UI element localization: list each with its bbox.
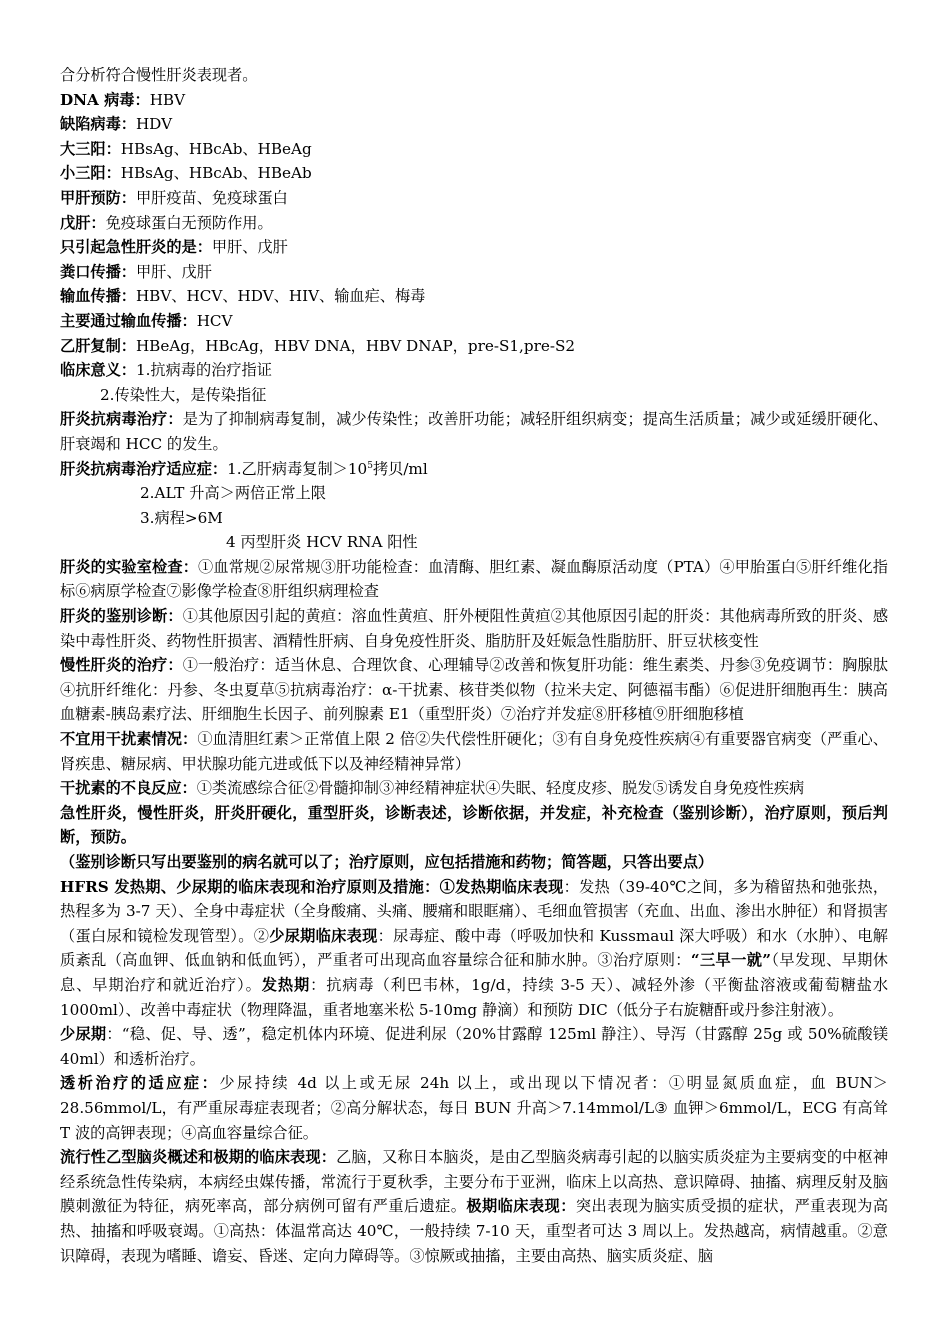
- paragraph: 肝炎的鉴别诊断：①其他原因引起的黄疸：溶血性黄疸、肝外梗阻性黄疸②其他原因引起的肝炎：其他病毒所致的肝炎、感染中毒性肝炎、药物性肝损害、酒精性肝病、自身免疫性肝炎、脂肪肝及妊娠急性脂肪肝、肝豆状核变性: [60, 607, 889, 650]
- paragraph: 肝炎抗病毒治疗：是为了抑制病毒复制，减少传染性；改善肝功能；减轻肝组织病变；提高生活质量；减少或延缓肝硬化、肝衰竭和 HCC 的发生。: [60, 410, 889, 453]
- term-label: 干扰素的不良反应：: [60, 779, 197, 798]
- text-line: 乙肝复制：HBeAg，HBcAg，HBV DNA，HBV DNAP，pre-S1,pre-S2: [60, 336, 576, 355]
- paragraph: 慢性肝炎的治疗：①一般治疗：适当休息、合理饮食、心理辅导②改善和恢复肝功能：维生素类、丹参③免疫调节：胸腺肽④抗肝纤维化：丹参、冬虫夏草⑤抗病毒治疗：α-干扰素、核苷类似物（拉米夫定、阿德福韦酯）⑥促进肝细胞再生：胰高血糖素-胰岛素疗法、肝细胞生长因子、前列腺素 E1（重型肝炎）⑦治疗并发症⑧肝移植⑨肝细胞移植: [60, 656, 889, 724]
- text-line: 大三阳：HBsAg、HBcAb、HBeAg: [60, 139, 312, 158]
- text-line: 粪口传播：甲肝、戊肝: [60, 262, 212, 281]
- indication-line: 2.ALT 升高＞两倍正常上限: [140, 484, 326, 503]
- term-label: 肝炎抗病毒治疗适应症：: [60, 459, 228, 478]
- term-label: 戊肝：: [60, 213, 106, 232]
- paragraph: 干扰素的不良反应：①类流感综合征②骨髓抑制③神经精神症状④失眠、轻度皮疹、脱发⑤诱发自身免疫性疾病: [60, 779, 805, 798]
- term-label: 肝炎的鉴别诊断：: [60, 607, 183, 626]
- term-label: 肝炎抗病毒治疗：: [60, 410, 183, 429]
- text-line: 缺陷病毒：HDV: [60, 115, 173, 134]
- paragraph: HFRS 发热期、少尿期的临床表现和治疗原则及措施：①发热期临床表现：发热（39-40℃之间，多为稽留热和弛张热，热程多为 3-7 天）、全身中毒症状（全身酸痛、头痛、腰痛和眼眶痛）、毛细血管损害（充血、出血、渗出水肿征）和肾损害（蛋白尿和镜检发现管型）。②少尿期临床表现：尿毒症、酸中毒（呼吸加快和 Kussmaul 深大呼吸）和水（水肿）、电解质紊乱（高血钾、低血钠和低血钙），严重者可出现高血容量综合征和肺水肿。③治疗原则：“三早一就”（早发现、早期休息、早期治疗和就近治疗）。发热期：抗病毒（利巴韦林，1g/d，持续 3-5 天）、减轻外渗（平衡盐溶液或葡萄糖盐水 1000ml）、改善中毒症状（物理降温，重者地塞米松 5-10mg 静滴）和预防 DIC（低分子右旋糖酐或丹参注射液）。: [60, 877, 889, 1019]
- superscript: 5: [367, 460, 373, 471]
- text-line: 主要通过输血传播：HCV: [60, 311, 233, 330]
- indication-line: 3.病程>6M: [140, 508, 223, 527]
- text-line: 合分析符合慢性肝炎表现者。: [60, 66, 258, 84]
- question-note: （鉴别诊断只写出要鉴别的病名就可以了；治疗原则，应包括措施和药物；简答题，只答出要点）: [60, 853, 714, 871]
- text-line: 2.传染性大，是传染指征: [100, 385, 267, 404]
- term-label: 乙肝复制：: [60, 336, 136, 355]
- term-label: 只引起急性肝炎的是：: [60, 238, 212, 257]
- text-line: 小三阳：HBsAg、HBcAb、HBeAb: [60, 164, 312, 183]
- term-label: HFRS 发热期、少尿期的临床表现和治疗原则及措施：: [60, 877, 440, 896]
- term-label: 临床意义：: [60, 361, 136, 380]
- term-label: 不宜用干扰素情况：: [60, 730, 198, 749]
- text-line: 只引起急性肝炎的是：甲肝、戊肝: [60, 238, 288, 257]
- indication-line: 肝炎抗病毒治疗适应症：1.乙肝病毒复制$>10^5$拷贝/ml: [60, 459, 428, 478]
- paragraph: 不宜用干扰素情况：①血清胆红素＞正常值上限 2 倍②失代偿性肝硬化；③有自身免疫性疾病④有重要器官病变（严重心、肾疾患、糖尿病、甲状腺功能亢进或低下以及神经精神异常）: [60, 730, 888, 773]
- term-label: 流行性乙型脑炎概述和极期的临床表现：: [60, 1148, 337, 1167]
- term-label: DNA 病毒：: [60, 90, 150, 109]
- term-label: 粪口传播：: [60, 262, 136, 281]
- text-line: 甲肝预防：甲肝疫苗、免疫球蛋白: [60, 188, 288, 207]
- term-label: 小三阳：: [60, 164, 121, 183]
- term-label: 肝炎的实验室检查：: [60, 557, 199, 576]
- text-line: 戊肝：免疫球蛋白无预防作用。: [60, 213, 273, 232]
- text-line: 输血传播：HBV、HCV、HDV、HIV、输血疟、梅毒: [60, 287, 426, 306]
- paragraph: 透析治疗的适应症：少尿持续 4d 以上或无尿 24h 以上，或出现以下情况者：①明显氮质血症，血 BUN＞28.56mmol/L，有严重尿毒症表现者；②高分解状态，每日 BUN 升高＞7.14mmol/L③ 血钾＞6mmol/L，ECG 有高耸 T 波的高钾表现；④高血容量综合征。: [60, 1074, 888, 1142]
- term-label: 输血传播：: [60, 287, 136, 306]
- question-heading: 急性肝炎，慢性肝炎，肝炎肝硬化，重型肝炎，诊断表述，诊断依据，并发症，补充检查（鉴别诊断），治疗原则，预后判断，预防。: [60, 803, 888, 847]
- term-label: 缺陷病毒：: [60, 115, 136, 134]
- document-body: [60, 63, 888, 1268]
- paragraph: 肝炎的实验室检查：①血常规②尿常规③肝功能检查：血清酶、胆红素、凝血酶原活动度（PTA）④甲胎蛋白⑤肝纤维化指标⑥病原学检查⑦影像学检查⑧肝组织病理检查: [60, 557, 888, 601]
- term-label: 透析治疗的适应症：: [60, 1074, 220, 1093]
- term-label: 大三阳：: [60, 139, 121, 158]
- text-line: DNA 病毒：HBV: [60, 90, 186, 109]
- term-label: 主要通过输血传播：: [60, 311, 197, 330]
- indication-line: 4 丙型肝炎 HCV RNA 阳性: [226, 533, 418, 552]
- term-label: 慢性肝炎的治疗：: [60, 656, 183, 675]
- text-line: 临床意义：1.抗病毒的治疗指证: [60, 361, 272, 380]
- paragraph: 少尿期：“稳、促、导、透”，稳定机体内环境、促进利尿（20%甘露醇 125ml 静注）、导泻（甘露醇 25g 或 50%硫酸镁 40ml）和透析治疗。: [60, 1025, 889, 1068]
- paragraph: 流行性乙型脑炎概述和极期的临床表现：乙脑，又称日本脑炎，是由乙型脑炎病毒引起的以脑实质炎症为主要病变的中枢神经系统急性传染病，本病经虫媒传播，常流行于夏秋季，主要分布于亚洲，临床上以高热、意识障碍、抽搐、病理反射及脑膜刺激征为特征，病死率高，部分病例可留有严重后遗症。极期临床表现：突出表现为脑实质受损的症状，严重表现为高热、抽搐和呼吸衰竭。①高热：体温常高达 40℃，一般持续 7-10 天，重型者可达 3 周以上。发热越高，病情越重。②意识障碍，表现为嗜睡、谵妄、昏迷、定向力障碍等。③惊厥或抽搐，主要由高热、脑实质炎症、脑: [60, 1148, 889, 1265]
- term-label: 甲肝预防：: [60, 188, 136, 207]
